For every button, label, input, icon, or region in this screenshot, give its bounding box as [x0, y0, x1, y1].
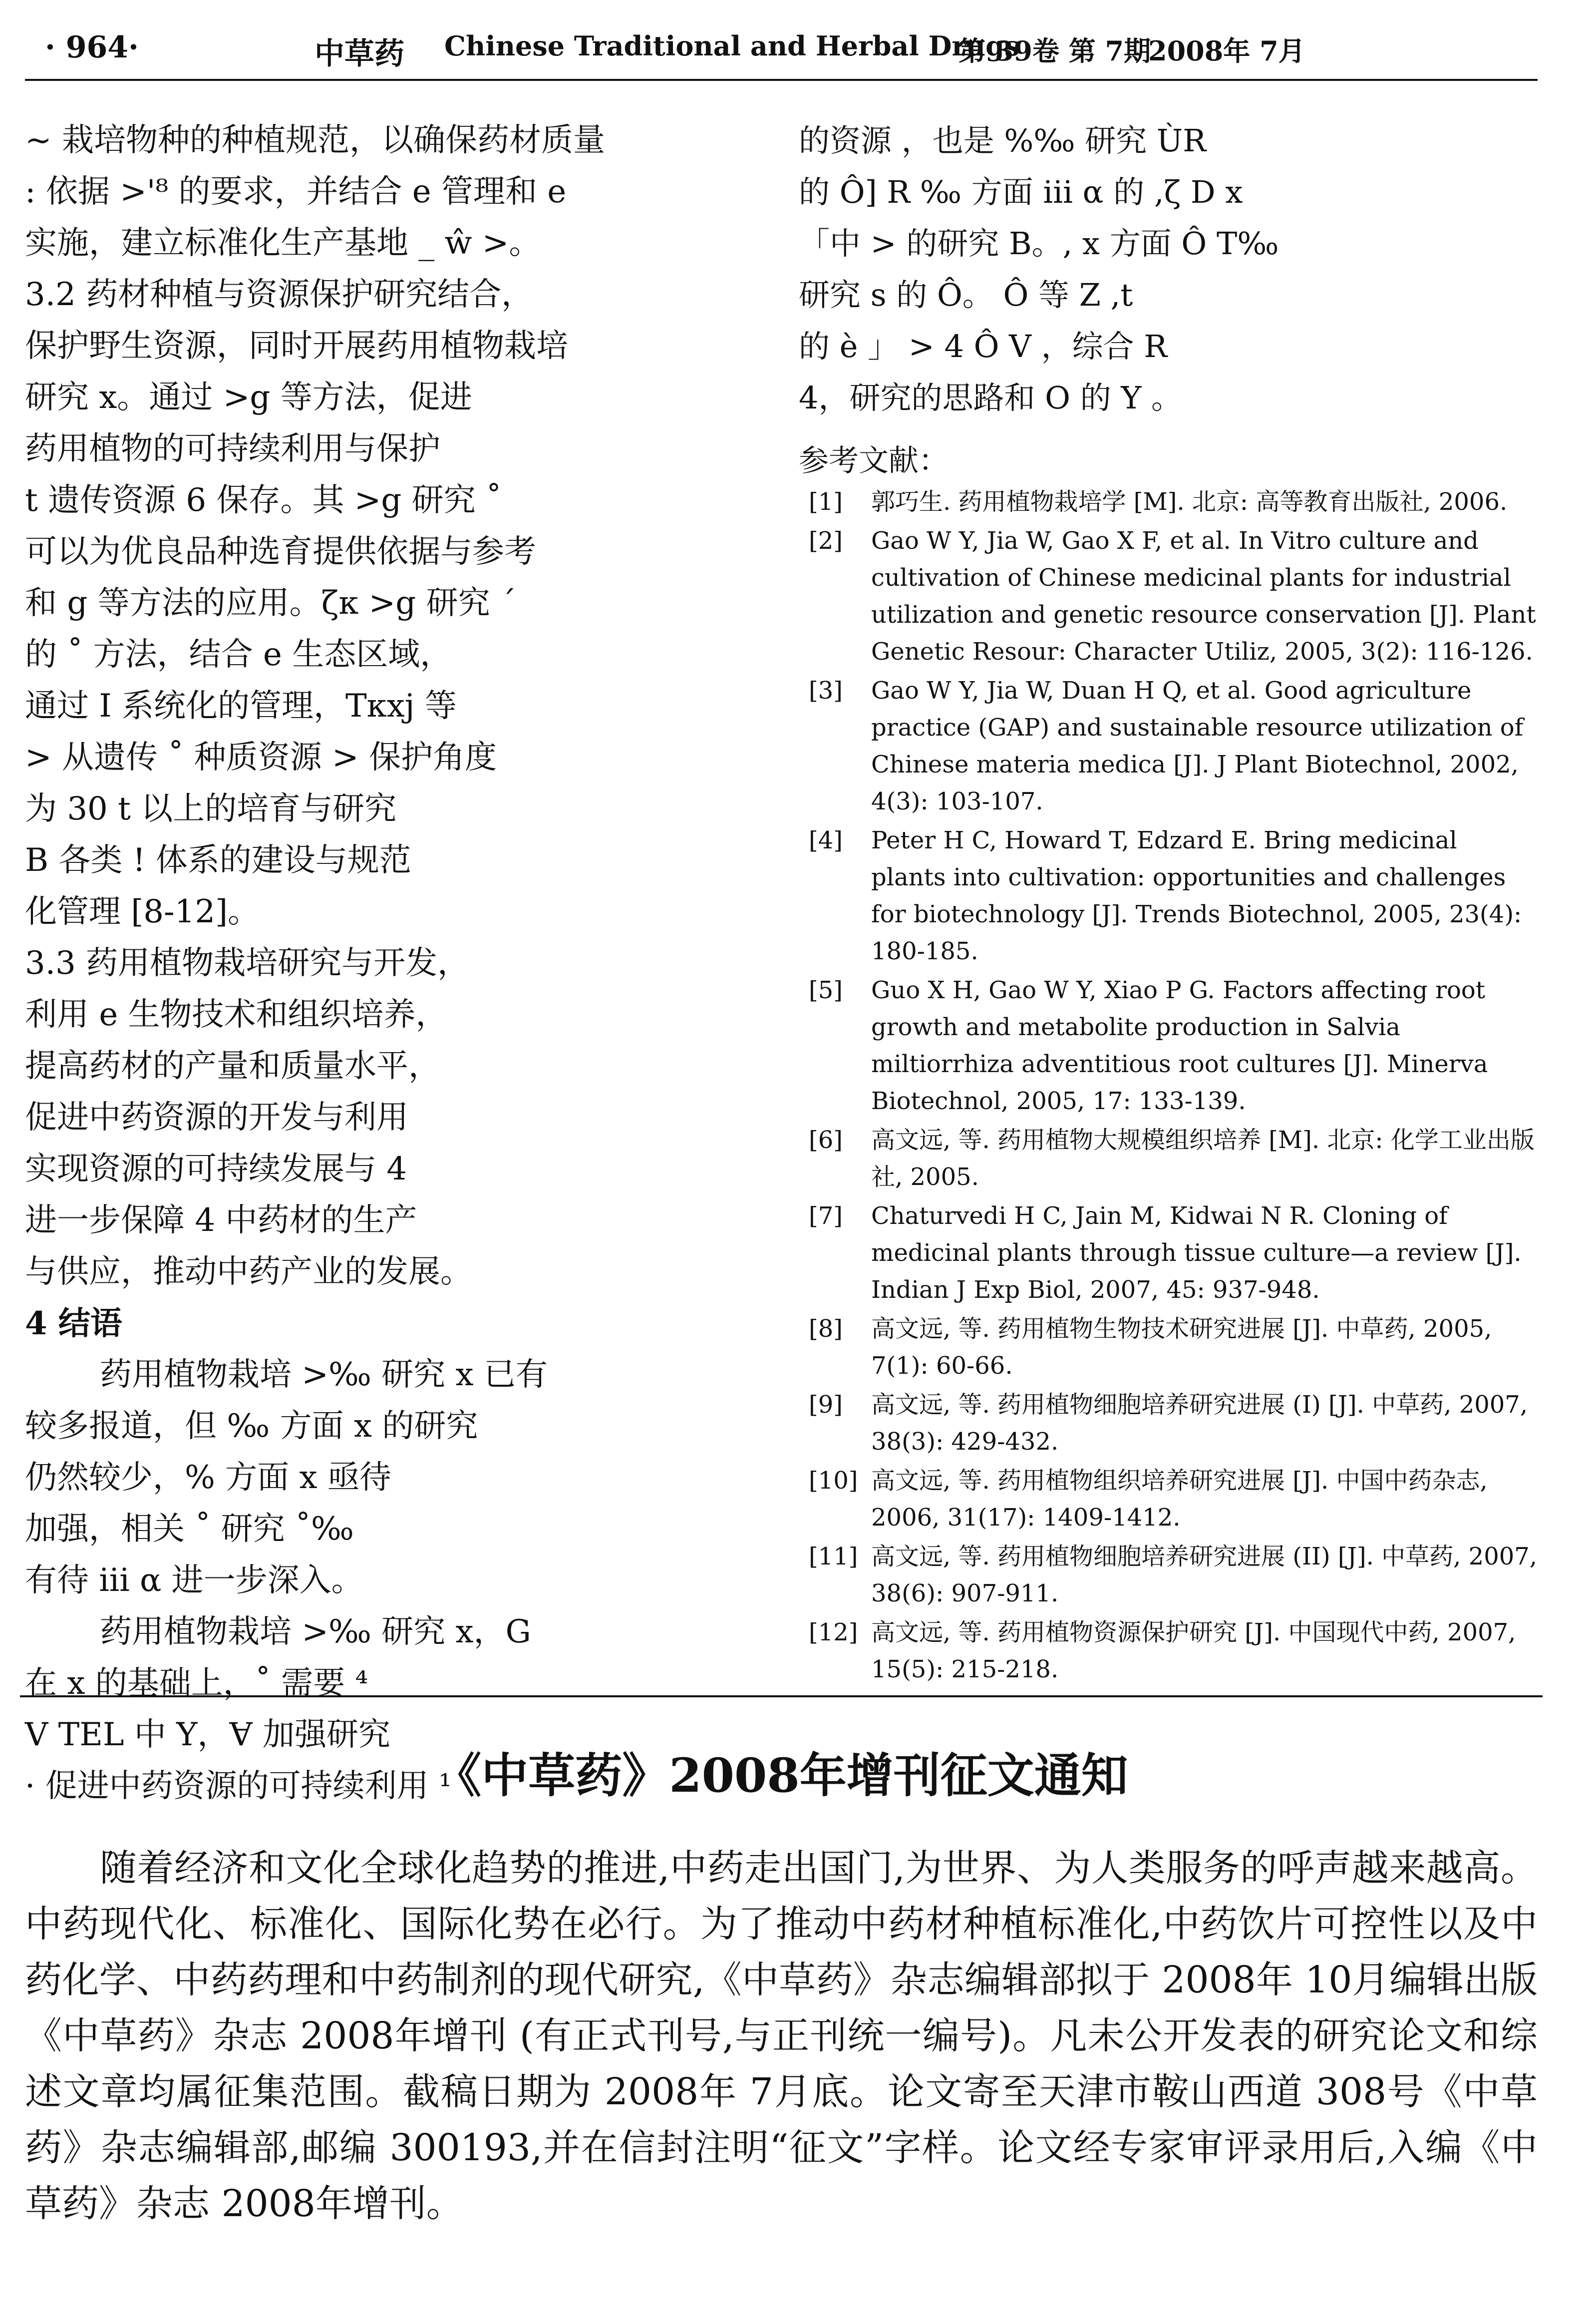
body-text-line: 4 结语 [25, 1305, 122, 1342]
body-text-line: 加强，相关 ˚ 研究 ˚‰ [25, 1511, 354, 1548]
reference-text: Gao W Y, Jia W, Gao X F, et al. In Vitro culture and cultivation of Chinese medicinal plants for industrial utilization and genetic resource conservation [J]. Plant Genetic Resour: Character Utiliz, 2005, 3(2): 116-126. [871, 527, 1536, 666]
reference-number: [11] [809, 1543, 858, 1570]
reference-text: Gao W Y, Jia W, Duan H Q, et al. Good agriculture practice (GAP) and sustainable resource utilization of Chinese materia medica [J]. J Plant Biotechnol, 2002, 4(3): 103-107. [871, 677, 1524, 815]
body-text-line: : 依据 >'⁸ 的要求，并结合 e 管理和 e [25, 173, 567, 210]
volume-issue: 第 39卷 第 7期 [958, 35, 1151, 67]
body-text-line: 药用植物的可持续利用与保护 [25, 430, 440, 467]
body-text-line: V TEL 中 Y，Ɐ 加强研究 [25, 1716, 390, 1753]
reference-item [799, 1122, 1538, 1195]
body-text-line: 在 x 的基础上，˚ 需要 ⁴ [25, 1665, 368, 1702]
reference-text: Peter H C, Howard T, Edzard E. Bring medicinal plants into cultivation: opportunities and challenges for biotechnology [J]. Trends Biotechnol, 2005, 23(4): 180-185. [871, 826, 1522, 965]
right-column [799, 115, 1538, 1683]
body-text-line: 保护野生资源，同时开展药用植物栽培 [25, 328, 568, 365]
body-text-line: 较多报道，但 ‰ 方面 x 的研究 [25, 1408, 478, 1445]
section-divider [20, 1695, 1543, 1697]
journal-title-cn: 中草药 [315, 36, 404, 71]
left-column [25, 115, 749, 1805]
body-text-line: 化管理 [8-12]。 [25, 893, 260, 930]
reference-text: 高文远, 等. 药用植物细胞培养研究进展 (II) [J]. 中草药, 2007, 38(6): 907-911. [871, 1543, 1538, 1607]
reference-item [799, 972, 1538, 1120]
body-text-line: t 遗传资源 6 保存。其 >g 研究 ˚ [25, 482, 502, 519]
reference-text: 高文远, 等. 药用植物细胞培养研究进展 (I) [J]. 中草药, 2007, 38(3): 429-432. [871, 1391, 1528, 1456]
body-text-line: 促进中药资源的开发与利用 [25, 1099, 408, 1136]
body-text-line: 实现资源的可持续发展与 4 [25, 1151, 407, 1187]
reference-item [799, 483, 1538, 520]
notice-body: 随着经济和文化全球化趋势的推进,中药走出国门,为世界、为人类服务的呼声越来越高。中药现代化、标准化、国际化势在必行。为了推动中药材种植标准化,中药饮片可控性以及中药化学、中药药理和中药制剂的现代研究,《中草药》杂志编辑部拟于 2008年 10月编辑出版《中草药》杂志 2008年增刊 (有正式刊号,与正刊统一编号)。凡未公开发表的研究论文和综述文章均属征集范围。截稿日期为 2008年 7月底。论文寄至天津市鞍山西道 308号《中草药》杂志编辑部,邮编 300193,并在信封注明“征文”字样。论文经专家审评录用后,入编《中草药》杂志 2008年增刊。 [25, 1847, 1538, 2225]
reference-text: 郭巧生. 药用植物栽培学 [M]. 北京: 高等教育出版社, 2006. [871, 488, 1508, 516]
body-text-line: 药用植物栽培 >‰ 研究 x 已有 [100, 1356, 548, 1393]
reference-item [799, 672, 1538, 820]
issue-date: 2008年 7月 [1148, 35, 1305, 67]
body-text-line: 提高药材的产量和质量水平， [25, 1048, 440, 1085]
reference-text: 高文远, 等. 药用植物组织培养研究进展 [J]. 中国中药杂志, 2006, 31(17): 1409-1412. [871, 1467, 1488, 1532]
notice-title: 《中草药》2008年增刊征文通知 [434, 1748, 1128, 1803]
reference-number: [2] [809, 527, 843, 555]
body-text-line: 研究 x。通过 >g 等方法，促进 [25, 379, 472, 416]
call-for-papers-notice [25, 1738, 1538, 2232]
body-text-line: > 从遗传 ˚ 种质资源 > 保护角度 [25, 739, 497, 776]
reference-number: [7] [809, 1202, 843, 1230]
references-label: 参考文献： [799, 443, 949, 478]
reference-text: 高文远, 等. 药用植物生物技术研究进展 [J]. 中草药, 2005, 7(1): 60-66. [871, 1315, 1492, 1380]
reference-number: [3] [809, 677, 843, 705]
body-text-line: 为 30 t 以上的培育与研究 [25, 790, 397, 827]
body-text-line: 进一步保障 4 中药材的生产 [25, 1202, 417, 1239]
reference-number: [6] [809, 1126, 843, 1154]
body-text-line: · 促进中药资源的可持续利用 ¹ [25, 1768, 452, 1805]
body-text-line: 和 g 等方法的应用。ζκ >g 研究 ´ [25, 585, 516, 622]
body-text-line: 有待 iii α 进一步深入。 [25, 1562, 363, 1599]
reference-number: [8] [809, 1315, 843, 1343]
reference-item [799, 1197, 1538, 1308]
body-text-line: 「中 > 的研究 B。, x 方面 Ô T‰ [799, 225, 1279, 262]
reference-item [799, 522, 1538, 670]
reference-item [799, 1614, 1538, 1688]
reference-number: [9] [809, 1391, 843, 1419]
reference-number: [5] [809, 976, 843, 1004]
reference-text: 高文远, 等. 药用植物大规模组织培养 [M]. 北京: 化学工业出版社, 2005. [871, 1126, 1535, 1191]
body-text-line: 研究 s 的 Ô。 Ô 等 Z ,t [799, 277, 1133, 313]
reference-item [799, 822, 1538, 970]
body-text-line: 通过 I 系统化的管理，Tκxj 等 [25, 688, 457, 725]
journal-title-en: Chinese Traditional and Herbal Drugs [444, 30, 1020, 62]
reference-item [799, 1462, 1538, 1536]
body-text-line: 的 Ô] R ‰ 方面 iii α 的 ,ζ D x [799, 174, 1243, 210]
header-rule [25, 79, 1538, 81]
body-text-line: 可以为优良品种选育提供依据与参考 [25, 533, 536, 570]
body-text-line: 仍然较少，% 方面 x 亟待 [25, 1459, 391, 1496]
body-text-line: 4，研究的思路和 O 的 Y 。 [799, 380, 1183, 416]
body-text-line: B 各类 ! 体系的建设与规范 [25, 842, 411, 879]
reference-number: [4] [809, 826, 843, 854]
body-text-line: ~ 栽培物种的种植规范，以确保药材质量 [25, 122, 605, 159]
body-text-line: 3.3 药用植物栽培研究与开发， [25, 945, 470, 982]
reference-number: [10] [809, 1467, 858, 1495]
body-text-line: 的资源 ，也是 %‰ 研究 ÙR [799, 122, 1206, 159]
body-text-line: 3.2 药材种植与资源保护研究结合， [25, 276, 534, 313]
reference-number: [12] [809, 1618, 858, 1646]
body-text-line: 与供应，推动中药产业的发展。 [25, 1253, 472, 1290]
reference-text: Guo X H, Gao W Y, Xiao P G. Factors affecting root growth and metabolite production in Salvia miltiorrhiza adventitious root cultures [J]. Minerva Biotechnol, 2005, 17: 133-139. [871, 976, 1488, 1115]
reference-item [799, 1538, 1538, 1612]
reference-number: [1] [809, 488, 843, 516]
body-text-line: 利用 e 生物技术和组织培养， [25, 996, 448, 1033]
body-text-line: 的 è 」 > 4 Ô V ，综合 R [799, 328, 1168, 365]
reference-item [799, 1310, 1538, 1384]
reference-list [799, 483, 1538, 1688]
page-number: · 964· [45, 30, 139, 65]
page-header [25, 20, 1538, 75]
reference-text: 高文远, 等. 药用植物资源保护研究 [J]. 中国现代中药, 2007, 15(5): 215-218. [871, 1618, 1516, 1683]
body-text-line: 实施，建立标准化生产基地 _ ŵ >。 [25, 225, 541, 262]
reference-text: Chaturvedi H C, Jain M, Kidwai N R. Cloning of medicinal plants through tissue culture—a review [J]. Indian J Exp Biol, 2007, 45: 937-948. [871, 1202, 1522, 1304]
body-text-line: 药用植物栽培 >‰ 研究 x，G [100, 1613, 531, 1650]
reference-item [799, 1386, 1538, 1460]
body-text-line: 的 ˚ 方法，结合 e 生态区域， [25, 636, 452, 673]
